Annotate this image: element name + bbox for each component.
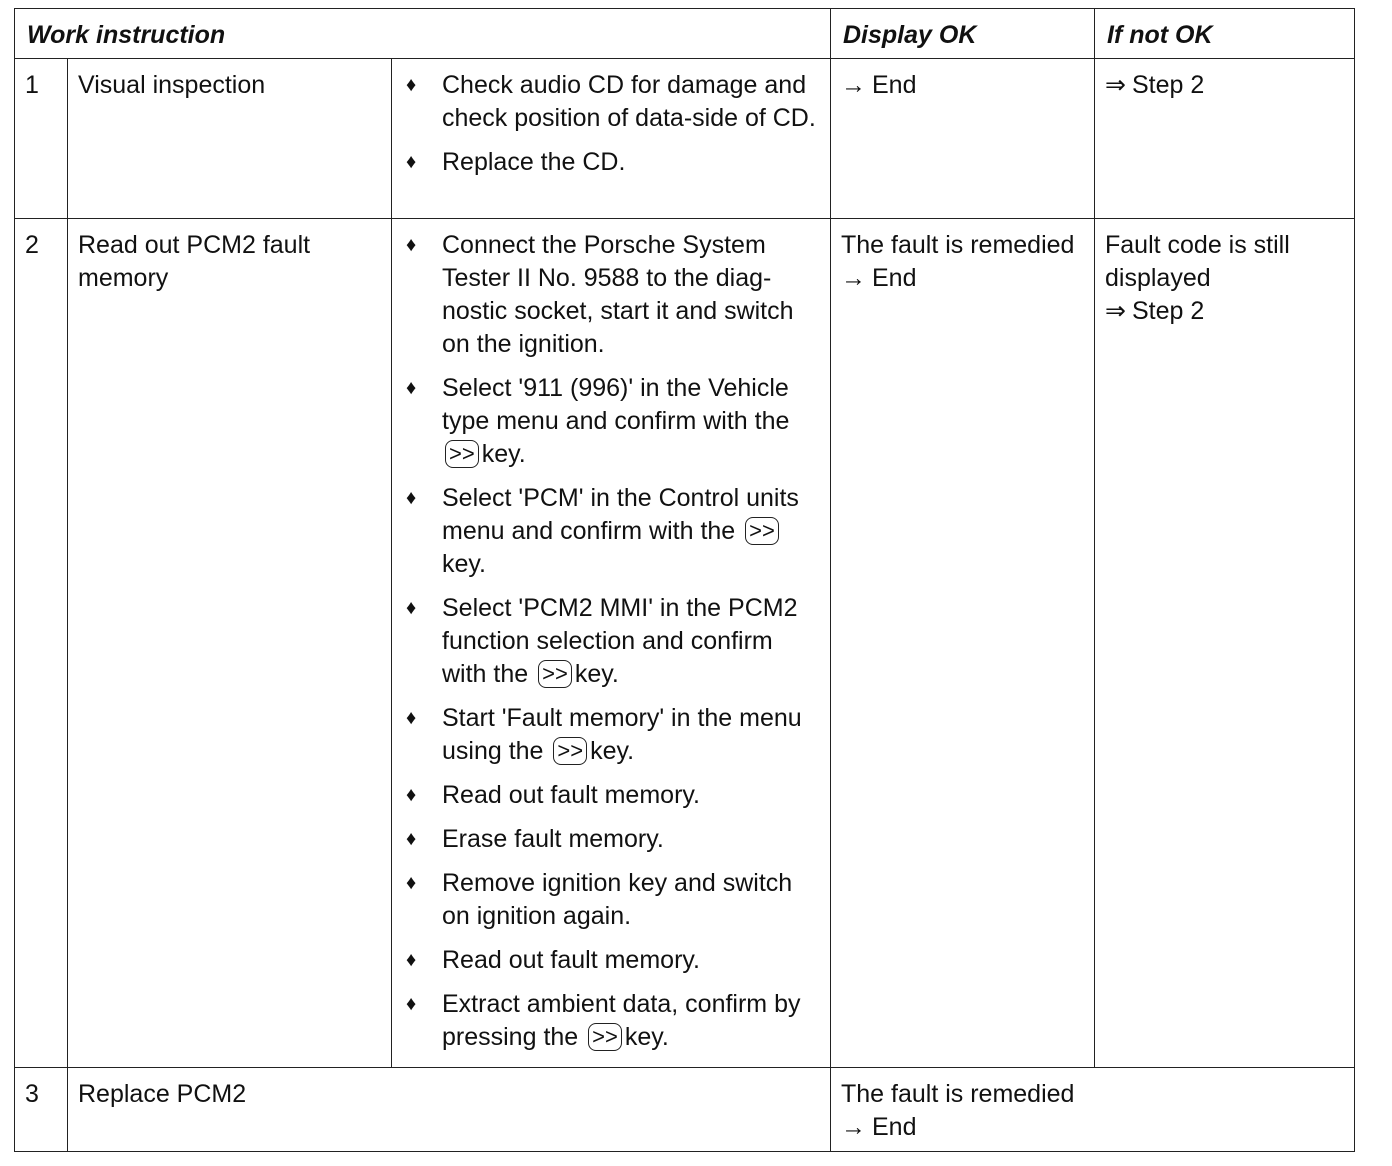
table-row: [15, 219, 1355, 1068]
double-arrow-right-icon: ⇒: [1105, 71, 1126, 99]
ok-result: End: [872, 1113, 917, 1141]
step-title: Visual inspection: [68, 59, 392, 219]
step-number: 2: [15, 219, 68, 1068]
diamond-bullet-icon: ♦: [406, 784, 417, 806]
forward-key-icon: >>: [553, 737, 587, 765]
header-display-ok: Display OK: [831, 9, 1095, 59]
list-item: ♦ Read out fault memory.: [402, 944, 820, 977]
list-item: ♦ Replace the CD.: [402, 146, 820, 179]
diamond-bullet-icon: ♦: [406, 74, 417, 96]
not-ok-cell: [1095, 219, 1355, 1068]
diamond-bullet-icon: ♦: [406, 234, 417, 256]
instruction-list: [402, 69, 820, 179]
ok-result: End: [872, 71, 917, 99]
list-item: ♦ Select 'PCM' in the Control units menu and confirm with the >>key.: [406, 484, 799, 578]
step-title: Replace PCM2: [68, 1068, 831, 1152]
list-item: ♦ Select 'PCM2 MMI' in the PCM2 function selection and confirm with the >> key.: [406, 594, 798, 688]
diamond-bullet-icon: ♦: [406, 151, 417, 173]
arrow-right-icon: →: [841, 1113, 866, 1141]
diamond-bullet-icon: ♦: [406, 597, 417, 619]
list-item: ♦ Remove ignition key and switch on ignition again.: [406, 869, 793, 930]
display-ok-cell: [831, 59, 1095, 219]
not-ok-text: Fault code is still displayed: [1105, 231, 1290, 292]
list-item: ♦ Start 'Fault memory' in the menu using the >> key.: [406, 704, 802, 765]
diamond-bullet-icon: ♦: [406, 949, 417, 971]
diamond-bullet-icon: ♦: [406, 487, 417, 509]
table-header-row: [15, 9, 1355, 59]
ok-result: End: [872, 264, 917, 292]
step-instructions: [392, 59, 831, 219]
ok-text: The fault is remedied: [841, 231, 1075, 259]
table-row: [15, 59, 1355, 219]
step-instructions: [392, 219, 831, 1068]
double-arrow-right-icon: ⇒: [1105, 297, 1126, 325]
display-ok-cell: [831, 1068, 1355, 1152]
diamond-bullet-icon: ♦: [406, 993, 417, 1015]
header-if-not-ok: If not OK: [1095, 9, 1355, 59]
table-row: [15, 1068, 1355, 1152]
list-item: ♦ Check audio CD for damage and check position of data-side of CD.: [406, 71, 816, 132]
forward-key-icon: >>: [745, 517, 779, 545]
not-ok-cell: [1095, 59, 1355, 219]
header-work-instruction: Work instruction: [15, 9, 831, 59]
diamond-bullet-icon: ♦: [406, 828, 417, 850]
step-number: 1: [15, 59, 68, 219]
list-item: ♦ Read out fault memory.: [402, 779, 820, 812]
forward-key-icon: >>: [588, 1023, 622, 1051]
diamond-bullet-icon: ♦: [406, 872, 417, 894]
list-item: ♦ Extract ambient data, confirm by pressing the >> key.: [406, 990, 801, 1051]
work-instruction-table: [14, 8, 1355, 1152]
not-ok-result: Step 2: [1131, 71, 1205, 99]
list-item: ♦ Select '911 (996)' in the Vehicle type menu and confirm with the >> key.: [406, 374, 790, 468]
list-item: ♦ Connect the Porsche System Tester II No. 9588 to the diag-nostic socket, start it and switch on the ignition.: [406, 231, 794, 358]
not-ok-result: Step 2: [1131, 297, 1205, 325]
step-title: Read out PCM2 fault memory: [68, 219, 392, 1068]
forward-key-icon: >>: [538, 660, 572, 688]
list-item: ♦ Erase fault memory.: [402, 823, 820, 856]
forward-key-icon: >>: [445, 440, 479, 468]
step-number: 3: [15, 1068, 68, 1152]
display-ok-cell: [831, 219, 1095, 1068]
diamond-bullet-icon: ♦: [406, 377, 417, 399]
instruction-list: [402, 229, 820, 1054]
ok-text: The fault is remedied: [841, 1080, 1075, 1108]
arrow-right-icon: →: [841, 71, 866, 99]
arrow-right-icon: →: [841, 264, 866, 292]
diamond-bullet-icon: ♦: [406, 707, 417, 729]
